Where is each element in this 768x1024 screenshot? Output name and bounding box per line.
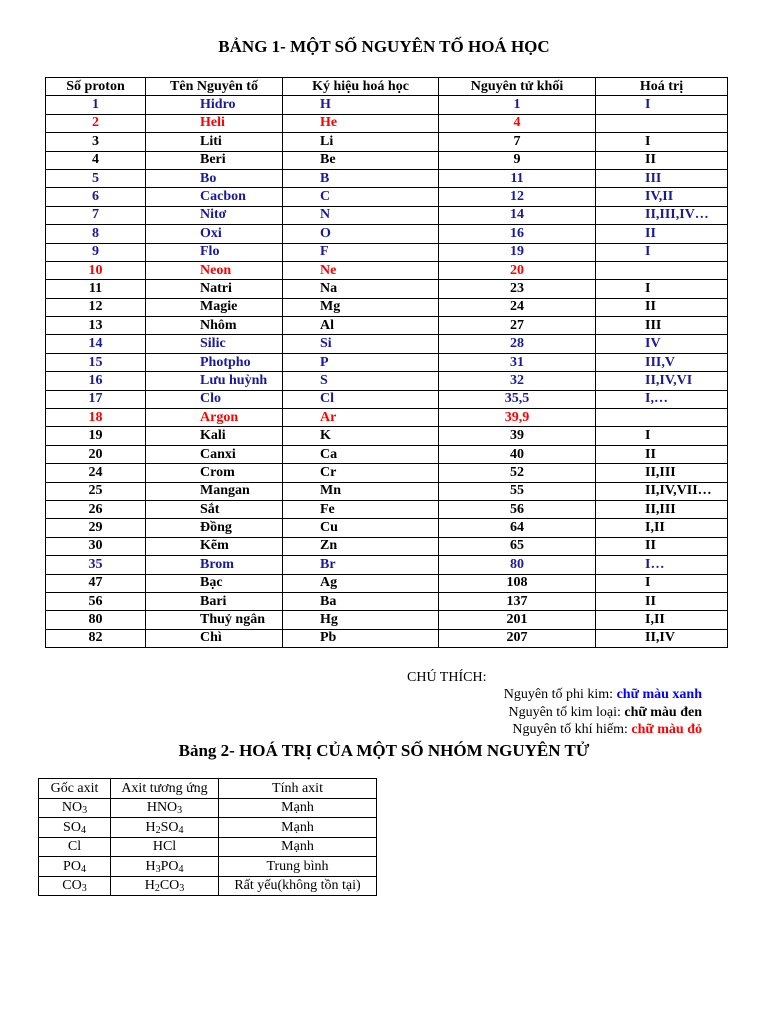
name-cell: Flo [146, 243, 283, 261]
proton-cell: 80 [46, 611, 146, 629]
symbol-cell: C [283, 188, 439, 206]
name-cell: Sắt [146, 500, 283, 518]
mass-cell: 207 [439, 629, 596, 647]
element-row [46, 592, 728, 610]
mass-cell: 65 [439, 537, 596, 555]
radical-formula: PO [63, 858, 81, 874]
legend-swatch: chữ màu đen [624, 705, 702, 720]
strength-cell: Mạnh [219, 837, 377, 857]
mass-cell: 137 [439, 592, 596, 610]
elements-table-body [46, 96, 728, 648]
symbol-cell: Cr [283, 464, 439, 482]
proton-cell: 15 [46, 353, 146, 371]
acid-subscript: 3 [179, 883, 185, 895]
radical-cell [39, 818, 111, 838]
name-cell: Photpho [146, 353, 283, 371]
element-row [46, 188, 728, 206]
legend-label: Nguyên tố phi kim: [503, 687, 617, 702]
header-mass: Nguyên tử khối [439, 78, 596, 96]
proton-cell: 12 [46, 298, 146, 316]
acid-formula: H [145, 858, 156, 874]
symbol-cell: Li [283, 133, 439, 151]
acid-formula: PO [160, 858, 179, 874]
mass-cell: 9 [439, 151, 596, 169]
element-row [46, 133, 728, 151]
symbol-cell: Ca [283, 445, 439, 463]
element-row [46, 482, 728, 500]
symbol-cell: H [283, 96, 439, 114]
radical-cell [39, 798, 111, 818]
acid-row [39, 818, 377, 838]
valence-cell: II,IV [596, 629, 728, 647]
legend-metal [508, 705, 702, 721]
acid-subscript: 2 [155, 824, 161, 836]
mass-cell: 55 [439, 482, 596, 500]
symbol-cell: Fe [283, 500, 439, 518]
symbol-cell: Al [283, 317, 439, 335]
element-row [46, 353, 728, 371]
mass-cell: 80 [439, 556, 596, 574]
proton-cell: 9 [46, 243, 146, 261]
acid-cell [111, 818, 219, 838]
acid-row [39, 876, 377, 896]
acid-formula: HNO [146, 800, 178, 816]
table2-title: Bảng 2- HOÁ TRỊ CỦA MỘT SỐ NHÓM NGUYÊN TỬ [178, 741, 590, 760]
symbol-cell: Be [283, 151, 439, 169]
proton-cell: 20 [46, 445, 146, 463]
valence-cell: II [596, 445, 728, 463]
element-row [46, 427, 728, 445]
mass-cell: 12 [439, 188, 596, 206]
symbol-cell: Cu [283, 519, 439, 537]
proton-cell: 10 [46, 261, 146, 279]
valence-cell: I,II [596, 611, 728, 629]
proton-cell: 35 [46, 556, 146, 574]
radical-cell [39, 857, 111, 877]
mass-cell: 39 [439, 427, 596, 445]
mass-cell: 40 [439, 445, 596, 463]
proton-cell: 3 [46, 133, 146, 151]
symbol-cell: Br [283, 556, 439, 574]
radical-formula: SO [63, 819, 81, 835]
name-cell: Mangan [146, 482, 283, 500]
name-cell: Thuỷ ngân [146, 611, 283, 629]
mass-cell: 31 [439, 353, 596, 371]
symbol-cell: Mg [283, 298, 439, 316]
element-row [46, 500, 728, 518]
proton-cell: 26 [46, 500, 146, 518]
mass-cell: 28 [439, 335, 596, 353]
element-row [46, 445, 728, 463]
proton-cell: 11 [46, 280, 146, 298]
mass-cell: 56 [439, 500, 596, 518]
name-cell: Clo [146, 390, 283, 408]
radical-formula: NO [61, 800, 83, 816]
element-row [46, 335, 728, 353]
element-row [46, 556, 728, 574]
element-row [46, 464, 728, 482]
symbol-cell: Zn [283, 537, 439, 555]
valence-cell: II [596, 592, 728, 610]
mass-cell: 32 [439, 372, 596, 390]
proton-cell: 4 [46, 151, 146, 169]
acid-formula: HCl [152, 839, 177, 855]
proton-cell: 13 [46, 317, 146, 335]
valence-cell: I [596, 133, 728, 151]
mass-cell: 39,9 [439, 409, 596, 427]
name-cell: Beri [146, 151, 283, 169]
element-row [46, 390, 728, 408]
name-cell: Silic [146, 335, 283, 353]
element-row [46, 409, 728, 427]
proton-cell: 47 [46, 574, 146, 592]
name-cell: Bạc [146, 574, 283, 592]
radical-subscript: 3 [82, 805, 88, 817]
symbol-cell: K [283, 427, 439, 445]
header-radical: Gốc axit [39, 779, 111, 799]
header-strength: Tính axit [219, 779, 377, 799]
valence-cell: III [596, 317, 728, 335]
mass-cell: 4 [439, 114, 596, 132]
proton-cell: 2 [46, 114, 146, 132]
header-symbol: Ký hiệu hoá học [283, 78, 439, 96]
valence-cell: II [596, 298, 728, 316]
mass-cell: 52 [439, 464, 596, 482]
radical-formula: Cl [67, 839, 82, 855]
valence-cell: I,… [596, 390, 728, 408]
valence-cell: II,IV,VII… [596, 482, 728, 500]
symbol-cell: Cl [283, 390, 439, 408]
name-cell: Heli [146, 114, 283, 132]
name-cell: Magie [146, 298, 283, 316]
strength-cell: Mạnh [219, 798, 377, 818]
proton-cell: 5 [46, 169, 146, 187]
legend-title: CHÚ THÍCH: [407, 670, 487, 685]
acid-subscript: 4 [178, 863, 184, 875]
proton-cell: 25 [46, 482, 146, 500]
proton-cell: 18 [46, 409, 146, 427]
proton-cell: 19 [46, 427, 146, 445]
valence-cell: I [596, 280, 728, 298]
table1-title: BẢNG 1- MỘT SỐ NGUYÊN TỐ HOÁ HỌC [218, 37, 550, 56]
element-row [46, 537, 728, 555]
element-row [46, 372, 728, 390]
element-row [46, 611, 728, 629]
element-row [46, 574, 728, 592]
mass-cell: 23 [439, 280, 596, 298]
proton-cell: 56 [46, 592, 146, 610]
name-cell: Kẽm [146, 537, 283, 555]
name-cell: Crom [146, 464, 283, 482]
valence-cell [596, 409, 728, 427]
proton-cell: 82 [46, 629, 146, 647]
mass-cell: 16 [439, 225, 596, 243]
valence-cell: II,IV,VI [596, 372, 728, 390]
acid-formula: H [144, 878, 155, 894]
acid-cell [111, 798, 219, 818]
proton-cell: 24 [46, 464, 146, 482]
name-cell: Chì [146, 629, 283, 647]
valence-cell: I [596, 427, 728, 445]
valence-cell [596, 114, 728, 132]
acid-cell [111, 837, 219, 857]
name-cell: Canxi [146, 445, 283, 463]
valence-cell: I,II [596, 519, 728, 537]
element-row [46, 96, 728, 114]
element-row [46, 243, 728, 261]
name-cell: Kali [146, 427, 283, 445]
proton-cell: 16 [46, 372, 146, 390]
acid-row [39, 857, 377, 877]
radical-cell [39, 876, 111, 896]
proton-cell: 1 [46, 96, 146, 114]
symbol-cell: P [283, 353, 439, 371]
name-cell: Bo [146, 169, 283, 187]
symbol-cell: S [283, 372, 439, 390]
symbol-cell: B [283, 169, 439, 187]
acid-table-header [39, 779, 377, 799]
valence-cell: II,III [596, 500, 728, 518]
name-cell: Hidro [146, 96, 283, 114]
name-cell: Nhôm [146, 317, 283, 335]
symbol-cell: Ba [283, 592, 439, 610]
element-row [46, 151, 728, 169]
proton-cell: 8 [46, 225, 146, 243]
radical-cell [39, 837, 111, 857]
proton-cell: 14 [46, 335, 146, 353]
mass-cell: 201 [439, 611, 596, 629]
symbol-cell: He [283, 114, 439, 132]
valence-cell: IV [596, 335, 728, 353]
legend-nonmetal [504, 687, 702, 703]
mass-cell: 27 [439, 317, 596, 335]
acid-table [38, 778, 377, 896]
legend-label: Nguyên tố kim loại: [508, 705, 625, 720]
legend-swatch: chữ màu đỏ [631, 722, 702, 737]
name-cell: Cacbon [146, 188, 283, 206]
acid-subscript: 4 [178, 824, 184, 836]
proton-cell: 29 [46, 519, 146, 537]
acid-formula: CO [159, 878, 180, 894]
elements-table [45, 77, 728, 648]
strength-cell: Trung bình [219, 857, 377, 877]
symbol-cell: O [283, 225, 439, 243]
symbol-cell: Hg [283, 611, 439, 629]
name-cell: Đồng [146, 519, 283, 537]
name-cell: Nitơ [146, 206, 283, 224]
radical-subscript: 3 [81, 883, 87, 895]
mass-cell: 7 [439, 133, 596, 151]
element-row [46, 261, 728, 279]
mass-cell: 64 [439, 519, 596, 537]
header-name: Tên Nguyên tố [146, 78, 283, 96]
legend-swatch: chữ màu xanh [616, 687, 702, 702]
symbol-cell: N [283, 206, 439, 224]
element-row [46, 317, 728, 335]
strength-cell: Mạnh [219, 818, 377, 838]
element-row [46, 298, 728, 316]
header-valence: Hoá trị [596, 78, 728, 96]
mass-cell: 11 [439, 169, 596, 187]
valence-cell: I… [596, 556, 728, 574]
symbol-cell: Pb [283, 629, 439, 647]
symbol-cell: F [283, 243, 439, 261]
element-row [46, 169, 728, 187]
acid-formula: H [145, 819, 156, 835]
valence-cell: II [596, 151, 728, 169]
acid-cell [111, 876, 219, 896]
proton-cell: 30 [46, 537, 146, 555]
legend-noble-gas [512, 722, 702, 738]
header-acid: Axit tương ứng [111, 779, 219, 799]
valence-cell: II [596, 537, 728, 555]
name-cell: Natri [146, 280, 283, 298]
symbol-cell: Ne [283, 261, 439, 279]
acid-subscript: 3 [155, 863, 161, 875]
mass-cell: 19 [439, 243, 596, 261]
valence-cell: II,III [596, 464, 728, 482]
symbol-cell: Ar [283, 409, 439, 427]
acid-subscript: 3 [177, 805, 183, 817]
strength-cell: Rất yếu(không tồn tại) [219, 876, 377, 896]
elements-table-header [46, 78, 728, 96]
valence-cell: II,III,IV… [596, 206, 728, 224]
element-row [46, 629, 728, 647]
element-row [46, 225, 728, 243]
valence-cell: II [596, 225, 728, 243]
mass-cell: 24 [439, 298, 596, 316]
element-row [46, 519, 728, 537]
valence-cell: IV,II [596, 188, 728, 206]
mass-cell: 35,5 [439, 390, 596, 408]
symbol-cell: Mn [283, 482, 439, 500]
mass-cell: 14 [439, 206, 596, 224]
name-cell: Oxi [146, 225, 283, 243]
valence-cell: I [596, 574, 728, 592]
header-proton: Số proton [46, 78, 146, 96]
name-cell: Argon [146, 409, 283, 427]
valence-cell: I [596, 243, 728, 261]
element-row [46, 206, 728, 224]
radical-subscript: 4 [80, 863, 86, 875]
name-cell: Liti [146, 133, 283, 151]
acid-formula: SO [160, 819, 179, 835]
legend-label: Nguyên tố khí hiếm: [512, 722, 632, 737]
valence-cell [596, 261, 728, 279]
name-cell: Brom [146, 556, 283, 574]
symbol-cell: Na [283, 280, 439, 298]
radical-formula: CO [62, 878, 82, 894]
acid-table-body [39, 798, 377, 896]
acid-subscript: 2 [154, 883, 160, 895]
name-cell: Lưu huỳnh [146, 372, 283, 390]
proton-cell: 7 [46, 206, 146, 224]
proton-cell: 17 [46, 390, 146, 408]
mass-cell: 1 [439, 96, 596, 114]
symbol-cell: Ag [283, 574, 439, 592]
proton-cell: 6 [46, 188, 146, 206]
acid-row [39, 798, 377, 818]
radical-subscript: 4 [80, 824, 86, 836]
name-cell: Neon [146, 261, 283, 279]
valence-cell: III,V [596, 353, 728, 371]
element-row [46, 114, 728, 132]
mass-cell: 20 [439, 261, 596, 279]
mass-cell: 108 [439, 574, 596, 592]
valence-cell: I [596, 96, 728, 114]
symbol-cell: Si [283, 335, 439, 353]
name-cell: Bari [146, 592, 283, 610]
valence-cell: III [596, 169, 728, 187]
acid-cell [111, 857, 219, 877]
element-row [46, 280, 728, 298]
acid-row [39, 837, 377, 857]
